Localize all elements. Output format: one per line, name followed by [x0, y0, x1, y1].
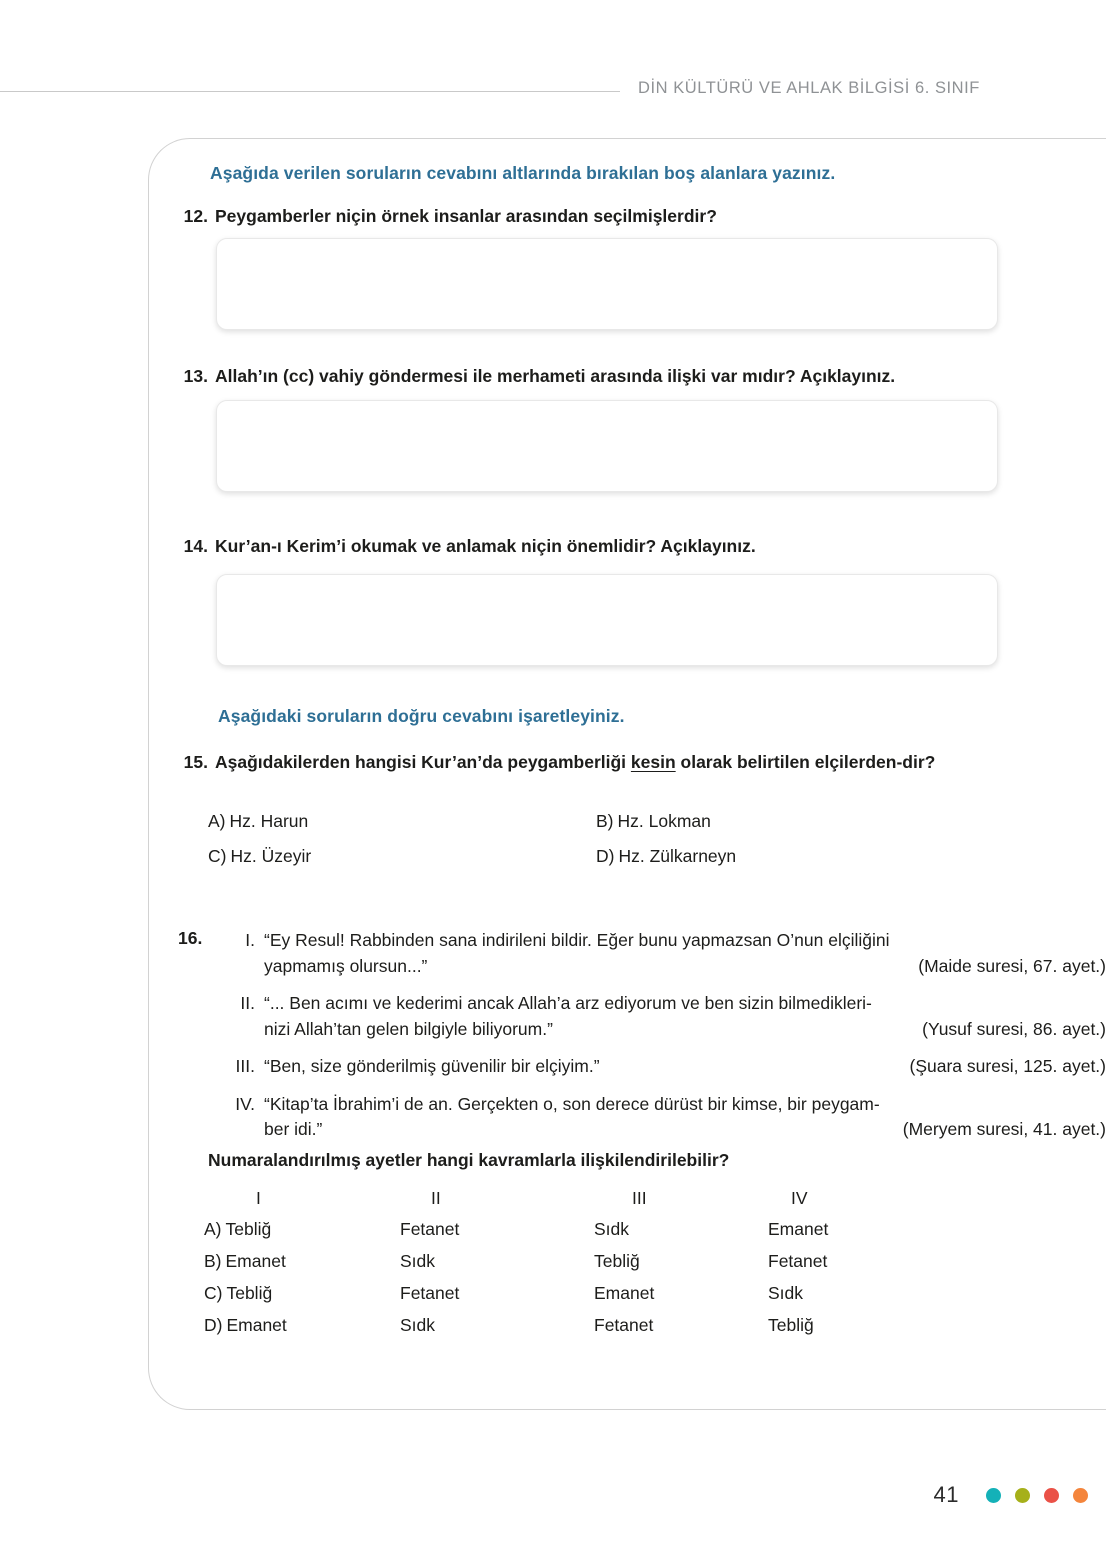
verse-line-2: ber idi.” — [264, 1119, 323, 1140]
option-a-letter: A) — [208, 811, 226, 831]
verse-last-line — [264, 1054, 1106, 1080]
answer-row-c-value-3: Emanet — [594, 1283, 655, 1303]
answer-row-d-value-2: Sıdk — [400, 1315, 436, 1335]
answer-row-c-value-1: Tebliğ — [226, 1283, 273, 1303]
page-header — [0, 68, 1106, 108]
answer-table-header-row — [204, 1188, 916, 1209]
option-b-label: Hz. Lokman — [617, 811, 711, 831]
option-c-label: Hz. Üzeyir — [230, 845, 312, 866]
verse-item — [230, 1092, 1106, 1143]
question-15-text-after: olarak belirtilen elçilerden-dir? — [675, 752, 936, 772]
verse-item — [230, 928, 1106, 979]
answer-box-13[interactable] — [216, 400, 998, 492]
answer-row-b-col-1 — [204, 1251, 400, 1272]
verse-body — [264, 1054, 1106, 1080]
verse-body — [264, 1092, 1106, 1143]
answer-row-d-letter: D) — [204, 1315, 223, 1335]
question-14-text: Kur’an-ı Kerim’i okumak ve anlamak niçin önemlidir? Açıklayınız. — [215, 536, 756, 556]
question-13 — [176, 364, 1056, 389]
question-15-text-before: Aşağıdakilerden hangisi Kur’an’da peygamberliği — [215, 752, 631, 772]
verse-last-line — [264, 1117, 1106, 1143]
question-15-options-row-1 — [208, 810, 888, 833]
answer-row-b-letter: B) — [204, 1251, 222, 1271]
option-c-letter: C) — [208, 845, 227, 866]
question-16-number: 16. — [178, 928, 203, 948]
answer-row-c-value-4: Sıdk — [768, 1283, 804, 1303]
instruction-multiple-choice: Aşağıdaki soruların doğru cevabını işaretleyiniz. — [218, 706, 625, 726]
option-b-letter: B) — [596, 811, 614, 831]
answer-row-a-letter: A) — [204, 1219, 222, 1239]
answer-table-header-3: III — [632, 1188, 647, 1208]
answer-option-row-a[interactable] — [204, 1219, 916, 1240]
question-16-verse-list — [230, 928, 1106, 1155]
verse-body — [264, 928, 1106, 979]
answer-row-a-value-2: Fetanet — [400, 1219, 460, 1239]
verse-last-line — [264, 954, 1106, 980]
header-title: DİN KÜLTÜRÜ VE AHLAK BİLGİSİ 6. SINIF — [638, 78, 980, 97]
verse-item — [230, 1054, 1106, 1080]
verse-line-1: “Ey Resul! Rabbinden sana indirileni bildir. Eğer bunu yapmazsan O’nun elçiliğini — [264, 930, 890, 950]
answer-row-d-value-1: Emanet — [226, 1315, 287, 1335]
question-15-number: 15. — [183, 752, 208, 772]
answer-row-d-value-4: Tebliğ — [768, 1315, 814, 1335]
page-number: 41 — [933, 1482, 959, 1507]
question-12-number: 12. — [183, 206, 208, 226]
answer-row-a-value-4: Emanet — [768, 1219, 829, 1239]
answer-row-b-value-1: Emanet — [225, 1251, 286, 1271]
question-14-number: 14. — [183, 536, 208, 556]
answer-box-14[interactable] — [216, 574, 998, 666]
verse-line-2: yapmamış olursun...” — [264, 955, 428, 976]
answer-option-row-b[interactable] — [204, 1251, 916, 1272]
footer-dot-orange — [1073, 1488, 1088, 1503]
verse-item — [230, 991, 1106, 1042]
question-15 — [176, 750, 1024, 775]
answer-row-b-value-4: Fetanet — [768, 1251, 828, 1271]
verse-line-2: nizi Allah’tan gelen bilgiyle biliyorum.” — [264, 1018, 553, 1039]
verse-line-1: “Kitap’ta İbrahim’i de an. Gerçekten o, son derece dürüst bir kimse, bir peygam- — [264, 1093, 880, 1114]
answer-option-row-d[interactable] — [204, 1315, 916, 1336]
verse-source: (Şuara suresi, 125. ayet.) — [909, 1056, 1106, 1077]
option-c-15[interactable] — [208, 845, 596, 868]
question-15-options — [208, 810, 888, 880]
answer-row-b-value-3: Tebliğ — [594, 1251, 640, 1271]
page-content — [148, 138, 1106, 1410]
question-16-answer-table — [204, 1188, 916, 1347]
answer-row-c-value-2: Fetanet — [400, 1283, 460, 1303]
answer-row-a-value-3: Sıdk — [594, 1219, 630, 1239]
option-d-label: Hz. Zülkarneyn — [618, 845, 737, 866]
footer-dot-teal — [986, 1488, 1001, 1503]
verse-line-1: “... Ben acımı ve kederimi ancak Allah’a arz ediyorum ve ben sizin bilmedikleri- — [264, 993, 872, 1014]
verse-source: (Yusuf suresi, 86. ayet.) — [922, 1018, 1106, 1039]
verse-roman-numeral: III. — [235, 1056, 255, 1077]
instruction-open-questions: Aşağıda verilen soruların cevabını altlarında bırakılan boş alanlara yazınız. — [210, 163, 836, 183]
answer-row-a-col-1 — [204, 1219, 400, 1240]
option-a-label: Hz. Harun — [229, 811, 309, 831]
header-rule — [0, 91, 620, 92]
question-13-number: 13. — [183, 366, 208, 386]
question-15-underlined-word: kesin — [630, 752, 676, 772]
answer-row-c-col-1 — [204, 1283, 400, 1304]
verse-source: (Meryem suresi, 41. ayet.) — [902, 1119, 1106, 1140]
answer-row-d-value-3: Fetanet — [594, 1315, 654, 1335]
question-12-text: Peygamberler niçin örnek insanlar arasından seçilmişlerdir? — [215, 206, 717, 226]
verse-roman-numeral: II. — [240, 993, 255, 1014]
answer-row-d-col-1 — [204, 1315, 400, 1336]
option-d-letter: D) — [596, 845, 615, 866]
verse-line-2: “Ben, size gönderilmiş güvenilir bir elçiyim.” — [264, 1056, 600, 1077]
question-14 — [176, 534, 1056, 559]
question-15-text — [215, 750, 935, 775]
answer-table-header-1: I — [256, 1188, 261, 1208]
question-13-text: Allah’ın (cc) vahiy göndermesi ile merhameti arasında ilişki var mıdır? Açıklayınız. — [215, 366, 896, 386]
option-d-15[interactable] — [596, 845, 736, 868]
answer-row-a-value-1: Tebliğ — [225, 1219, 272, 1239]
footer-dots — [986, 1488, 1088, 1503]
answer-row-b-value-2: Sıdk — [400, 1251, 436, 1271]
option-b-15[interactable] — [596, 810, 711, 833]
question-15-options-row-2 — [208, 845, 888, 868]
footer-dot-olive — [1015, 1488, 1030, 1503]
answer-row-c-letter: C) — [204, 1283, 223, 1303]
verse-last-line — [264, 1017, 1106, 1043]
question-12 — [176, 204, 1056, 229]
verse-roman-numeral: I. — [245, 930, 255, 950]
answer-table-header-4: IV — [791, 1188, 808, 1208]
option-a-15[interactable] — [208, 810, 596, 833]
answer-option-row-c[interactable] — [204, 1283, 916, 1304]
answer-table-header-2: II — [431, 1188, 441, 1208]
answer-box-12[interactable] — [216, 238, 998, 330]
footer-dot-red — [1044, 1488, 1059, 1503]
verse-roman-numeral: IV. — [235, 1093, 255, 1114]
verse-body — [264, 991, 1106, 1042]
verse-source: (Maide suresi, 67. ayet.) — [918, 955, 1106, 976]
page-footer — [934, 1482, 1088, 1508]
question-16-prompt: Numaralandırılmış ayetler hangi kavramlarla ilişkilendirilebilir? — [208, 1150, 730, 1170]
